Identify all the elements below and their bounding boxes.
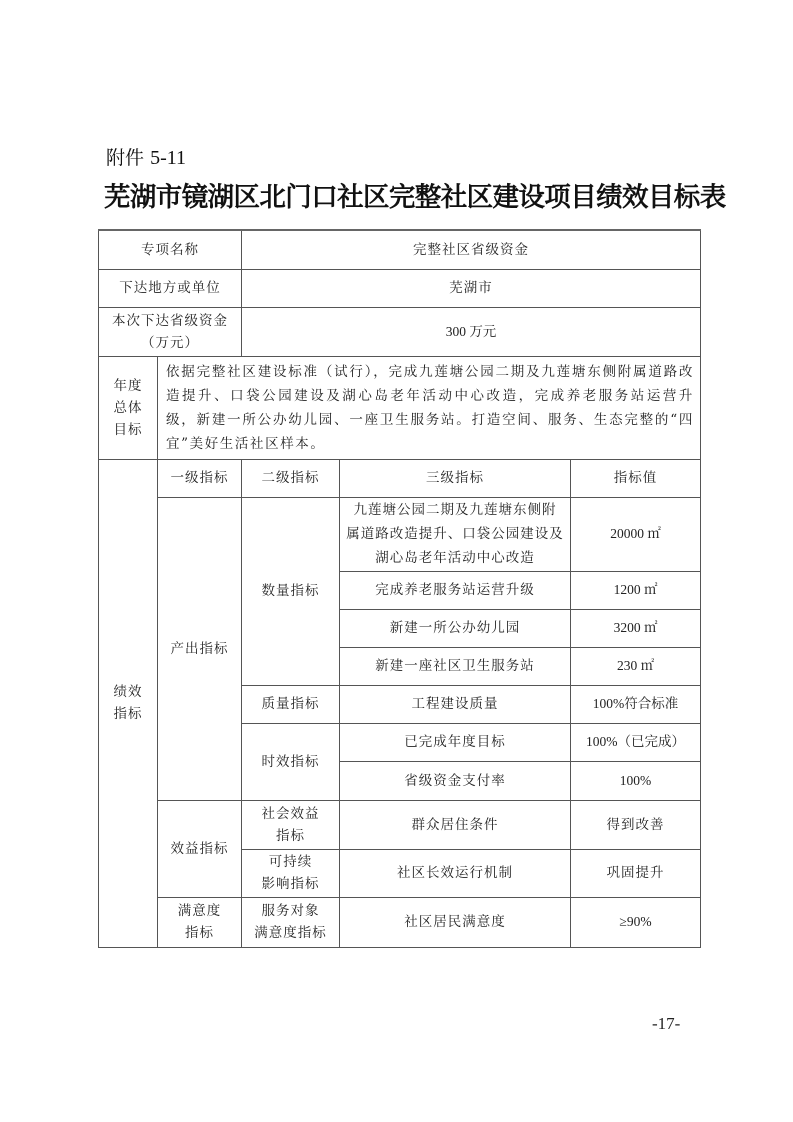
funding-label-line1: 本次下达省级资金 xyxy=(112,312,228,329)
annual-goal-text: 依据完整社区建设标准（试行），完成九莲塘公园二期及九莲塘东侧附属道路改造提升、口袋公园建设及湖心岛老年活动中心改造，完成养老服务站运营升级，新建一所公办幼儿园、一座卫生服务站。打造空间、服务、生态完整的“四宜”美好生活社区样本。 xyxy=(158,356,701,459)
group-line: 满意度 xyxy=(177,903,222,919)
group-satisfaction xyxy=(158,897,242,947)
group-line: 社会效益 xyxy=(261,805,320,822)
indicator-cell: 已完成年度目标 xyxy=(340,723,571,761)
funding-row xyxy=(99,307,701,356)
annual-goal-row xyxy=(99,356,701,459)
recipient-value: 芜湖市 xyxy=(242,269,701,307)
indicator-value: 得到改善 xyxy=(571,800,701,849)
header-level2: 二级指标 xyxy=(242,459,340,497)
group-service-satisfaction xyxy=(242,897,340,947)
document-title: 芜湖市镜湖区北门口社区完整社区建设项目绩效目标表 xyxy=(104,182,726,213)
indicator-value: 100%（已完成） xyxy=(571,723,701,761)
indicator-value: 1200 ㎡ xyxy=(571,571,701,609)
performance-target-table xyxy=(98,229,701,948)
group-line: 可持续 xyxy=(268,854,313,870)
group-benefit: 效益指标 xyxy=(158,800,242,897)
indicator-value: 230 ㎡ xyxy=(571,647,701,685)
indicator-value: 3200 ㎡ xyxy=(571,609,701,647)
indicator-cell: 新建一所公办幼儿园 xyxy=(340,609,571,647)
indicator-value: 100% xyxy=(571,761,701,800)
group-quantity: 数量指标 xyxy=(242,497,340,685)
project-name-value: 完整社区省级资金 xyxy=(242,230,701,269)
performance-label-line: 指标 xyxy=(113,706,143,722)
indicator-header-row xyxy=(99,459,701,497)
attachment-number: 5-11 xyxy=(150,147,186,169)
indicator-cell xyxy=(340,497,571,571)
indicator-value: 巩固提升 xyxy=(571,849,701,897)
funding-label-line2: （万元） xyxy=(141,334,199,351)
group-output: 产出指标 xyxy=(158,497,242,800)
header-level3: 三级指标 xyxy=(340,459,571,497)
indicator-cell: 社区长效运行机制 xyxy=(340,849,571,897)
indicator-value: 20000 ㎡ xyxy=(571,497,701,571)
recipient-label: 下达地方或单位 xyxy=(99,269,242,307)
funding-label xyxy=(99,307,242,356)
project-name-label: 专项名称 xyxy=(99,230,242,269)
annual-goal-label xyxy=(99,356,158,459)
attachment-prefix: 附件 xyxy=(106,147,145,169)
indicator-line: 湖心岛老年活动中心改造 xyxy=(375,550,535,566)
indicator-cell: 省级资金支付率 xyxy=(340,761,571,800)
attachment-label xyxy=(106,146,186,170)
group-line: 指标 xyxy=(185,925,214,941)
indicator-line: 属道路改造提升、口袋公园建设及 xyxy=(346,526,564,542)
group-social-benefit xyxy=(242,800,340,849)
table-row xyxy=(99,897,701,947)
indicator-value: 100%符合标准 xyxy=(571,685,701,723)
annual-goal-label-line: 目标 xyxy=(113,421,143,438)
indicator-cell: 完成养老服务站运营升级 xyxy=(340,571,571,609)
header-value: 指标值 xyxy=(571,459,701,497)
group-timeliness: 时效指标 xyxy=(242,723,340,800)
annual-goal-label-line: 总体 xyxy=(113,399,143,416)
funding-value: 300 万元 xyxy=(242,307,701,356)
group-line: 指标 xyxy=(276,827,305,844)
group-quality: 质量指标 xyxy=(242,685,340,723)
table-row xyxy=(99,497,701,571)
group-sustainable xyxy=(242,849,340,897)
indicator-cell: 社区居民满意度 xyxy=(340,897,571,947)
project-name-row xyxy=(99,230,701,269)
indicator-line: 九莲塘公园二期及九莲塘东侧附 xyxy=(353,502,557,518)
performance-label xyxy=(99,459,158,947)
group-line: 影响指标 xyxy=(261,876,320,892)
recipient-row xyxy=(99,269,701,307)
indicator-cell: 群众居住条件 xyxy=(340,800,571,849)
performance-label-line: 绩效 xyxy=(113,684,143,700)
group-line: 服务对象 xyxy=(261,903,320,919)
annual-goal-label-line: 年度 xyxy=(113,377,143,394)
page-number: -17- xyxy=(652,1014,681,1033)
table-row xyxy=(99,800,701,849)
indicator-cell: 工程建设质量 xyxy=(340,685,571,723)
indicator-cell: 新建一座社区卫生服务站 xyxy=(340,647,571,685)
indicator-value: ≥90% xyxy=(571,897,701,947)
header-level1: 一级指标 xyxy=(158,459,242,497)
group-line: 满意度指标 xyxy=(254,925,327,941)
